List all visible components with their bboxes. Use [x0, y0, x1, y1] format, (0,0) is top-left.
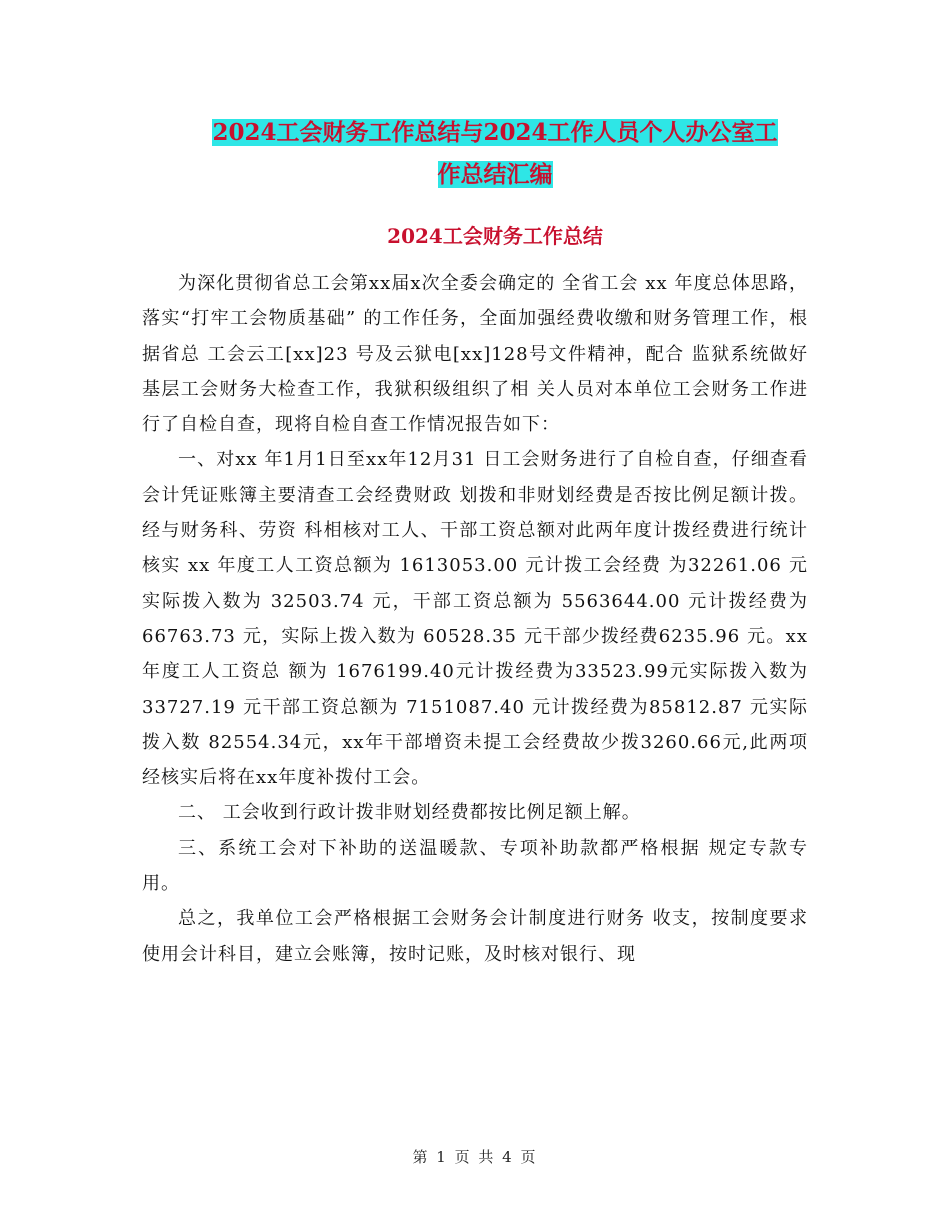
paragraph-item-1: 一、对xx 年1月1日至xx年12月31 日工会财务进行了自检自查，仔细查看会计凭证账簿主要清查工会经费财政 划拨和非财划经费是否按比例足额计拨。经与财务科、劳资 科相核对工人、干部工资总额对此两年度计拨经费进行统计 核实 xx 年度工人工资总额为 1613053.00 元计拨工会经费 为32261.06 元实际拨入数为 32503.74 元，干部工资总额为 5563644.00 元计拨经费为 66763.73 元，实际上拨入数为 60528.35 元干部少拨经费6235.96 元。xx年度工人工资总 额为 1676199.40元计拨经费为33523.99元实际拨入数为 33727.19 元干部工资总额为 7151087.40 元计拨经费为85812.87 元实际拨入数 82554.34元，xx年干部增资未提工会经费故少拨3260.66元,此两项经核实后将在xx年度补拨付工会。 — [142, 449, 808, 789]
section-title: 2024工会财务工作总结 — [387, 224, 603, 248]
paragraph-item-3: 三、系统工会对下补助的送温暖款、专项补助款都严格根据 规定专款专用。 — [142, 837, 808, 895]
paragraph-item-2: 二、 工会收到行政计拨非财划经费都按比例足额上解。 — [178, 802, 641, 824]
document-title-line-1: 2024工会财务工作总结与2024工作人员个人办公室工 — [212, 119, 778, 146]
document-title — [140, 112, 850, 196]
document-body — [142, 266, 808, 972]
document-title-line-2: 作总结汇编 — [437, 161, 553, 188]
page-footer: 第 1 页 共 4 页 — [412, 1148, 538, 1166]
paragraph-summary: 总之，我单位工会严格根据工会财务会计制度进行财务 收支，按制度要求使用会计科目，建立会账簿，按时记账，及时核对银行、现 — [142, 908, 808, 965]
paragraph-intro: 为深化贯彻省总工会第xx届x次全委会确定的 全省工会 xx 年度总体思路，落实“打牢工会物质基础” 的工作任务，全面加强经费收缴和财务管理工作，根据省总 工会云工[xx]23 号及云狱电[xx]128号文件精神，配合 监狱系统做好基层工会财务大检查工作，我狱积级组织了相 关人员对本单位工会财务工作进行了自检自查，现将自检自查工作情况报告如下： — [142, 273, 808, 436]
